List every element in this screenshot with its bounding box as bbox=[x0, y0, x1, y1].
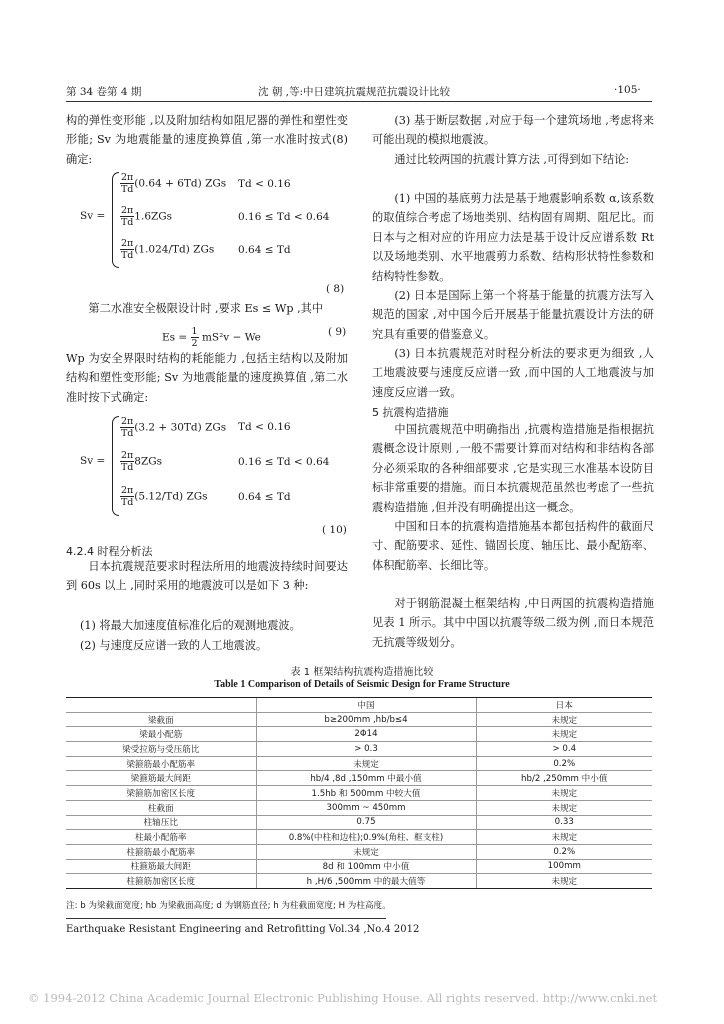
running-title: 沈 朝 ,等:中日建筑抗震规范抗震设计比较 bbox=[258, 86, 451, 98]
row-japan: 未规定 bbox=[476, 786, 652, 801]
eq10-number: ( 10) bbox=[322, 524, 347, 536]
right-para-1: 通过比较两国的抗震计算方法 ,可得到如下结论: bbox=[394, 153, 630, 166]
table-row bbox=[66, 727, 652, 742]
row-japan: 0.2% bbox=[476, 756, 652, 771]
table-row bbox=[66, 844, 652, 859]
copyright-watermark: © 1994-2012 China Academic Journal Electronic Publishing House. All rights reserved. http://www.cnki.net bbox=[28, 991, 658, 1005]
row-item: 柱箍筋最小配筋率 bbox=[66, 844, 256, 859]
header-china: 中国 bbox=[256, 698, 476, 712]
row-item: 梁最小配筋 bbox=[66, 727, 256, 742]
row-japan: hb/2 ,250mm 中小值 bbox=[476, 771, 652, 786]
table-row bbox=[66, 815, 652, 830]
right-para-2: 中国抗震规范中明确指出 ,抗震构造措施是指根据抗震概念设计原则 ,一般不需要计算而对结构和非结构各部分必须采取的各种细部要求 ,它是实现三水准基本设防目标非常重要的措施。而日本抗震规范虽然也考虑了一些抗震构造措施 ,但并没有明确提出这一概念。 bbox=[372, 423, 654, 514]
eq10-row-3: $\frac{2\pi}{Td}$ (5.12/Td) ZGs bbox=[120, 485, 208, 508]
row-item: 柱箍筋加密区长度 bbox=[126, 877, 196, 888]
row-item: 梁箍筋加密区长度 bbox=[66, 786, 256, 801]
table-row bbox=[66, 771, 652, 786]
left-para-2: 第二水准安全极限设计时 ,要求 Es ≤ Wp ,其中 bbox=[88, 302, 324, 315]
eq10-lhs: Sv = bbox=[80, 455, 106, 467]
table-row bbox=[66, 830, 652, 845]
row-item: 梁箍筋最大间距 bbox=[66, 771, 256, 786]
right-conclusion-3: (3) 日本抗震规范对时程分析法的要求更为细致 ,人工地震波要与速度反应谱一致 ,而中国的人工地震波与加速度反应谱一致。 bbox=[372, 347, 654, 399]
row-item: 梁受拉筋与受压筋比 bbox=[66, 742, 256, 757]
row-japan: 未规定 bbox=[476, 727, 652, 742]
row-item: 柱轴压比 bbox=[66, 815, 256, 830]
eq8-cond-3: 0.64 ≤ Td bbox=[238, 244, 291, 256]
table-row bbox=[66, 874, 652, 888]
journal-volume: 第 34 卷第 4 期 bbox=[66, 86, 142, 98]
row-item: 柱箍筋最大间距 bbox=[66, 859, 256, 874]
row-china: 1.5hb 和 500mm 中较大值 bbox=[256, 786, 476, 801]
eq10-cond-1: Td < 0.16 bbox=[238, 421, 291, 433]
eq8-row-1: $\frac{2\pi}{Td}$ (0.64 + 6Td) ZGs bbox=[120, 172, 227, 195]
header-blank bbox=[66, 698, 256, 712]
table-row bbox=[66, 742, 652, 757]
row-item: 柱最小配筋率 bbox=[66, 830, 256, 845]
row-japan: 未规定 bbox=[476, 712, 652, 727]
table-note: 注: b 为梁截面宽度; hb 为梁截面高度; d 为钢筋直径; h 为柱截面宽度; H 为柱高度。 bbox=[66, 901, 391, 911]
row-japan: 未规定 bbox=[476, 830, 652, 845]
left-para-4: 日本抗震规范要求时程法所用的地震波持续时间要达到 60s 以上 ,同时采用的地震波可以是如下 3 种: bbox=[66, 560, 348, 593]
eq10-cond-3: 0.64 ≤ Td bbox=[238, 491, 291, 503]
row-japan: 未规定 bbox=[476, 874, 652, 888]
row-japan: 100mm bbox=[476, 859, 652, 874]
right-para-3: 中国和日本的抗震构造措施基本都包括构件的截面尺寸、配筋要求、延性、锚固长度、轴压比、最小配筋率、体积配筋率、长细比等。 bbox=[372, 520, 654, 572]
journal-footer: Earthquake Resistant Engineering and Retrofitting Vol.34 ,No.4 2012 bbox=[66, 924, 420, 935]
table-row bbox=[66, 859, 652, 874]
eq8-cond-2: 0.16 ≤ Td < 0.64 bbox=[238, 211, 330, 223]
row-japan: 0.33 bbox=[476, 815, 652, 830]
header-rule bbox=[66, 101, 652, 102]
left-para-1: 构的弹性变形能 ,以及附加结构如阻尼器的弹性和塑性变形能; Sv 为地震能量的速度换算值 ,第一水准时按式(8)确定: bbox=[66, 114, 348, 166]
row-china: 0.8%(中柱和边柱);0.9%(角柱、框支柱) bbox=[256, 830, 476, 845]
eq8-row-2: $\frac{2\pi}{Td}$ 1.6ZGs bbox=[120, 205, 173, 228]
left-list-item-2: (2) 与速度反应谱一致的人工地震波。 bbox=[80, 639, 268, 652]
row-china: h ,H/6 ,500mm 中的最大值等 bbox=[256, 874, 476, 888]
right-para-4: 对于钢筋混凝土框架结构 ,中日两国的抗震构造措施见表 1 所示。其中中国以抗震等级二级为例 ,而日本规范无抗震等级划分。 bbox=[372, 597, 654, 649]
header-japan: 日本 bbox=[476, 698, 652, 712]
row-item: 柱截面 bbox=[66, 800, 256, 815]
section-4-2-4-heading: 4.2.4 时程分析法 bbox=[66, 545, 153, 558]
eq8-number: ( 8) bbox=[326, 283, 345, 295]
left-para-3: Wp 为安全界限时结构的耗能能力 ,包括主结构以及附加结构和塑性变形能; Sv 为地震能量的速度换算值 ,第二水准时按下式确定: bbox=[66, 352, 348, 404]
eq10-cond-2: 0.16 ≤ Td < 0.64 bbox=[238, 456, 330, 468]
left-list-item-1: (1) 将最大加速度值标准化后的观测地震波。 bbox=[80, 619, 301, 632]
footer-rule bbox=[66, 918, 386, 919]
row-china: > 0.3 bbox=[256, 742, 476, 757]
eq8-cond-1: Td < 0.16 bbox=[238, 178, 291, 190]
eq9-number: ( 9) bbox=[328, 326, 347, 338]
table-header-row bbox=[66, 698, 652, 712]
row-china: 2Φ14 bbox=[256, 727, 476, 742]
eq10-brace bbox=[112, 416, 119, 516]
row-japan: 0.2% bbox=[476, 844, 652, 859]
row-china: 未规定 bbox=[256, 844, 476, 859]
row-china: hb/4 ,8d ,150mm 中最小值 bbox=[256, 771, 476, 786]
comparison-table bbox=[66, 697, 652, 889]
page-number: ·105· bbox=[614, 84, 641, 96]
row-china: 8d 和 100mm 中小值 bbox=[256, 859, 476, 874]
table-row bbox=[66, 786, 652, 801]
table-caption-cn: 表 1 框架结构抗震构造措施比较 bbox=[290, 667, 434, 678]
section-5-heading: 5 抗震构造措施 bbox=[372, 406, 449, 419]
eq8-row-3: $\frac{2\pi}{Td}$ (1.024/Td) ZGs bbox=[120, 238, 215, 261]
row-china: 未规定 bbox=[256, 756, 476, 771]
right-conclusion-2: (2) 日本是国际上第一个将基于能量的抗震方法写入规范的国家 ,对中国今后开展基于能量抗震设计方法的研究具有重要的借鉴意义。 bbox=[372, 289, 654, 341]
eq8-brace bbox=[112, 172, 119, 268]
eq8-lhs: Sv = bbox=[80, 210, 106, 222]
row-china: 0.75 bbox=[256, 815, 476, 830]
table-caption-en: Table 1 Comparison of Details of Seismic Design for Frame Structure bbox=[214, 679, 510, 690]
table-row bbox=[66, 756, 652, 771]
eq10-row-2: $\frac{2\pi}{Td}$ 8ZGs bbox=[120, 450, 163, 473]
eq9-body: Es = $\frac{1}{2}$ mS²v − We bbox=[162, 326, 261, 349]
row-item: 梁截面 bbox=[66, 712, 256, 727]
row-china: 300mm ~ 450mm bbox=[256, 800, 476, 815]
right-conclusion-1: (1) 中国的基底剪力法是基于地震影响系数 α,该系数的取值综合考虑了场地类别、结构固有周期、阻尼比。而日本与之相对应的许用应力法是基于设计反应谱系数 Rt 以及场地类别、水平地震剪力系数、结构形状特性参数和结构特性参数。 bbox=[372, 192, 654, 283]
table-row bbox=[66, 712, 652, 727]
eq10-row-1: $\frac{2\pi}{Td}$ (3.2 + 30Td) ZGs bbox=[120, 416, 227, 439]
row-japan: 未规定 bbox=[476, 800, 652, 815]
row-item: 梁箍筋最小配筋率 bbox=[66, 756, 256, 771]
right-list-item-3: (3) 基于断层数据 ,对应于每一个建筑场地 ,考虑将来可能出现的模拟地震波。 bbox=[372, 114, 654, 147]
row-japan: > 0.4 bbox=[476, 742, 652, 757]
table-row bbox=[66, 800, 652, 815]
row-china: b≥200mm ,hb/b≤4 bbox=[256, 712, 476, 727]
